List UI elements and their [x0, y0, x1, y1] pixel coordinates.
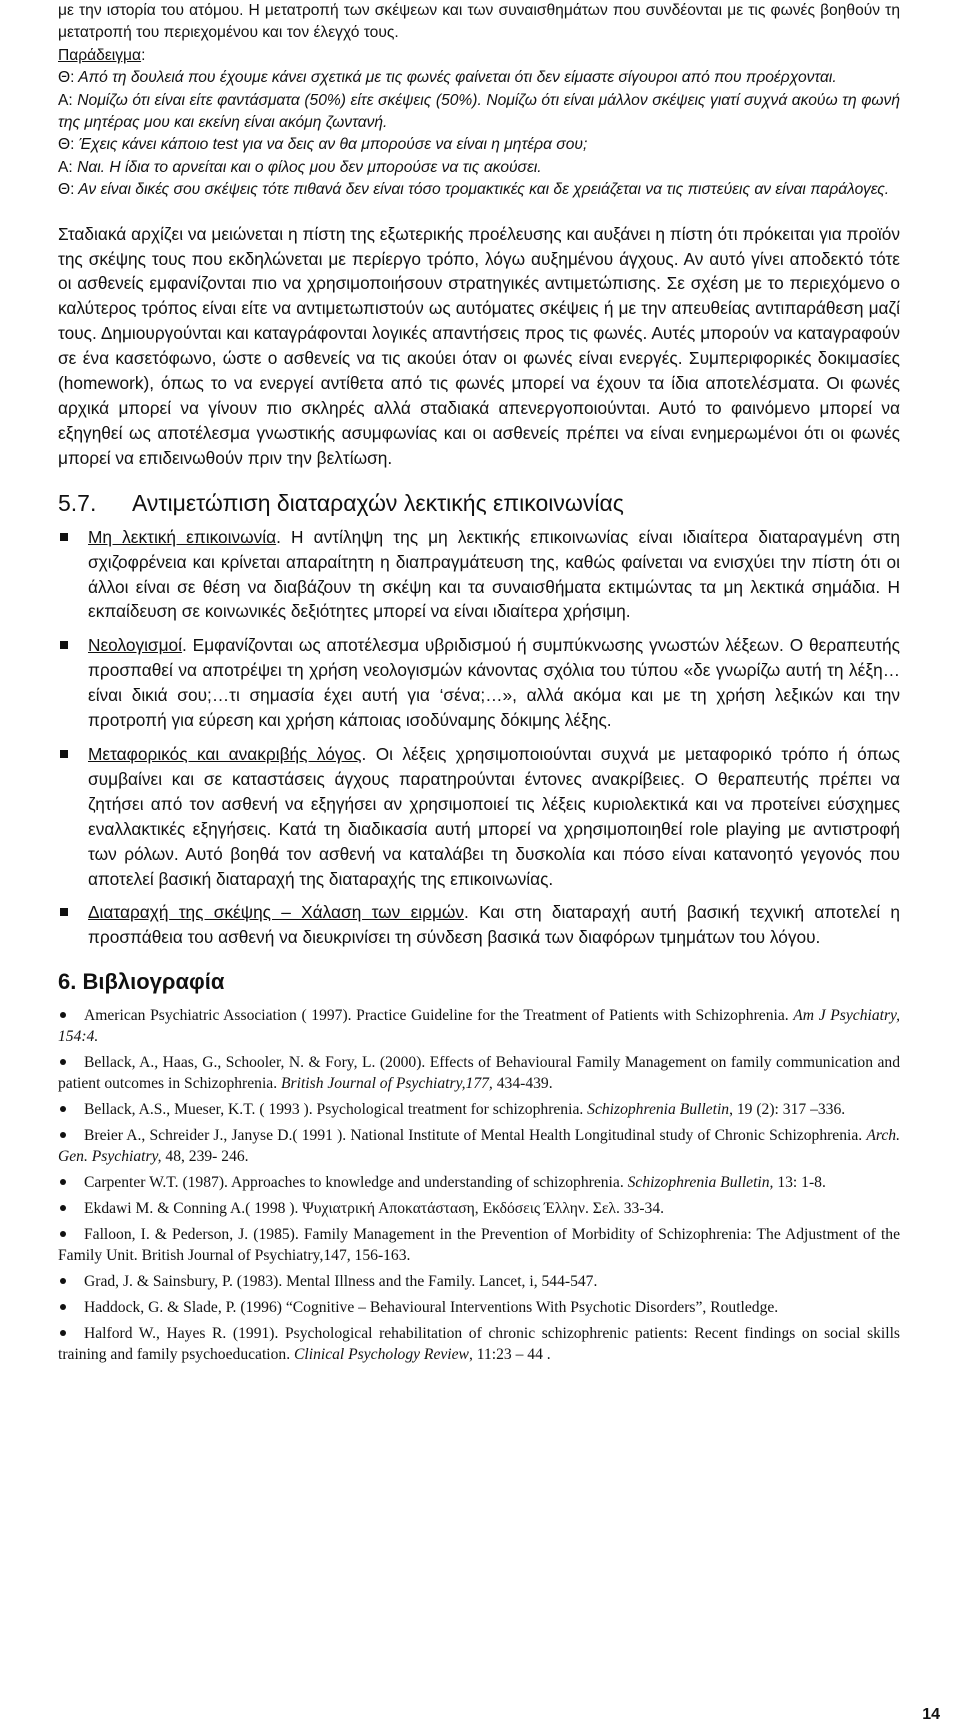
ref-journal: Schizophrenia Bulletin,	[627, 1174, 774, 1192]
bibliography-heading: 6. Βιβλιογραφία	[58, 969, 225, 995]
list-item-text: . Οι λέξεις χρησιμοποιούνται συχνά με μεταφορικό τρόπο ή όπως συμβαίνει και σε καταστάσεις άγχους παρατηρούνται έντονες ανακρίβειες. Ο θεραπευτής πρέπει να ζητήσει από τον ασθενή να εξηγήσει αν χρησιμοποιεί τις λέξεις κυριολεκτικά και να προτείνει εύσχημες εναλλακτικές εξηγήσεις. Κατά τη διαδικασία αυτή μπορεί να χρησιμοποιηθεί role playing με αντιστροφή των ρόλων. Αυτό βοηθά τον ασθενή να καταλάβει τη δυσκολία και πόσο είναι κατανοητό γεγονός που αποτελεί βασική διαταραχή της διαταραχής της επικοινωνίας.	[88, 743, 900, 889]
reference-text	[58, 1005, 900, 1047]
line-text: Από τη δουλειά που έχουμε κάνει σχετικά με τις φωνές φαίνεται ότι δεν είμαστε σίγουροι από που προέρχονται.	[74, 69, 837, 87]
square-bullet-icon	[60, 533, 68, 541]
speaker-therapist: Θ:	[58, 136, 75, 154]
therapist-line-2	[58, 134, 900, 156]
patient-line-2	[58, 157, 900, 179]
square-bullet-icon	[60, 750, 68, 758]
ref-tail: , 11:23 – 44 .	[468, 1346, 551, 1364]
speaker-patient: Α:	[58, 158, 73, 176]
ref-main: Carpenter W.T. (1987). Approaches to knowledge and understanding of schizophrenia.	[84, 1174, 628, 1192]
ref-journal: Schizophrenia Bulletin	[587, 1101, 730, 1119]
reference-text	[58, 1224, 900, 1266]
reference-text	[58, 1099, 900, 1120]
ref-main: Ekdawi M. & Conning A.( 1998 ). Ψυχιατρική Αποκατάσταση, Εκδόσεις Έλλην. Σελ. 33-34.	[84, 1200, 665, 1218]
page-number: 14	[922, 1706, 940, 1723]
line-text: Ναι. Η ίδια το αρνείται και ο φίλος μου δεν μπορούσε να τις ακούσει.	[72, 158, 542, 176]
therapist-line-3	[58, 179, 900, 201]
ref-main: Bellack, A.S., Mueser, K.T. ( 1993 ). Psychological treatment for schizophrenia.	[84, 1101, 588, 1119]
ref-main: Falloon, I. & Pederson, J. (1985). Family Management in the Prevention of Morbidity of Schizophrenia: The Adjustment of the Family Unit. British Journal of Psychiatry,147, 156-163.	[58, 1226, 900, 1265]
line-text: Έχεις κάνει κάποιο test για να δεις αν θα μπορούσε να είναι η μητέρα σου;	[74, 136, 588, 154]
list-item-term: Νεολογισμοί	[88, 635, 183, 656]
list-item-term: Διαταραχή της σκέψης – Χάλαση των ειρμών	[88, 902, 465, 923]
reference-list	[58, 1005, 900, 1365]
reference-item	[58, 1125, 900, 1167]
example-dialogue	[58, 0, 900, 202]
reference-text	[58, 1297, 900, 1318]
reference-item	[58, 1198, 900, 1219]
speaker-therapist: Θ:	[58, 69, 75, 87]
therapist-line-1	[58, 67, 900, 89]
list-item-term: Μεταφορικός και ανακριβής λόγος	[88, 743, 362, 764]
speaker-therapist: Θ:	[58, 181, 75, 199]
section-heading	[58, 490, 900, 517]
reference-item	[58, 1099, 900, 1120]
list-item-text: . Και στη διαταραχή αυτή βασική τεχνική αποτελεί η προσπάθεια του ασθενή να διευκρινίσει τη σύνδεση βασικά των διαφόρων τμημάτων του λόγου.	[88, 902, 900, 948]
section-title: Αντιμετώπιση διαταραχών λεκτικής επικοινωνίας	[132, 489, 624, 516]
list-item-text: . Εμφανίζονται ως αποτέλεσμα υβριδισμού ή συμπύκνωσης γνωστών λέξεων. Ο θεραπευτής προσπαθεί να αποτρέψει τη χρήση νεολογισμών κάνοντας σχόλια του τύπου «δε γνωρίζω αυτή τη λέξη…είναι δικιά σου;…τι σημασία έχει αυτή για ‘σένα;…», αλλά ακόμα και με τη χρήση λεξικών και την προτροπή για εύρεση και χρήση κάποιας ισοδύναμης δόκιμης λέξης.	[88, 635, 900, 731]
example-heading: Παράδειγμα:	[58, 46, 146, 64]
ref-journal: Clinical Psychology Review	[294, 1346, 469, 1364]
reference-text	[58, 1125, 900, 1167]
ref-main: American Psychiatric Association ( 1997). Practice Guideline for the Treatment of Patients with Schizophrenia.	[84, 1007, 794, 1025]
reference-item	[58, 1005, 900, 1047]
ref-main: Breier A., Schreider J., Janyse D.( 1991 ). National Institute of Mental Health Longitudinal study of Chronic Schizophrenia.	[84, 1127, 867, 1145]
reference-item	[58, 1297, 900, 1318]
technique-list	[58, 525, 900, 951]
ref-tail: 13: 1-8.	[773, 1174, 826, 1192]
reference-item	[58, 1271, 900, 1292]
patient-line-1	[58, 90, 900, 135]
line-text: Νομίζω ότι είναι είτε φαντάσματα (50%) είτε σκέψεις (50%). Νομίζω ότι είναι μάλλον σκέψεις γιατί συχνά ακούω τη φωνή της μητέρας μου και εκείνη είναι ακόμη ζωντανή.	[58, 91, 900, 132]
ref-journal: British Journal of Psychiatry,177,	[281, 1075, 493, 1093]
square-bullet-icon	[60, 641, 68, 649]
dialogue-intro: με την ιστορία του ατόμου. Η μετατροπή των σκέψεων και των συναισθημάτων που συνδέονται με τις φωνές βοηθούν τη μετατροπή του περιεχομένου και τον έλεγχό τους.	[58, 2, 900, 42]
list-item	[58, 525, 900, 625]
reference-item	[58, 1172, 900, 1193]
reference-text	[58, 1172, 900, 1193]
ref-tail: 434-439.	[492, 1075, 553, 1093]
reference-item	[58, 1052, 900, 1094]
reference-text	[58, 1198, 900, 1219]
ref-main: Halford W., Hayes R. (1991). Psychological rehabilitation of chronic schizophrenic patients: Recent findings on social skills training and family psychoeducation.	[58, 1325, 900, 1364]
list-item-term: Μη λεκτική επικοινωνία	[88, 526, 277, 547]
reference-item	[58, 1323, 900, 1365]
reference-text	[58, 1323, 900, 1365]
reference-text	[58, 1271, 900, 1292]
square-bullet-icon	[60, 908, 68, 916]
list-item	[58, 633, 900, 733]
list-item-text: . Η αντίληψη της μη λεκτικής επικοινωνίας είναι ιδιαίτερα διαταραγμένη στη σχιζοφρένεια και κρίνεται απαραίτητη η διαπραγμάτευση της, καθώς φαίνεται να ενισχύει την πίστη ότι οι άλλοι είναι σε θέση να διαβάζουν τη σκέψη και τα συναισθήματα εκτιμώντας τα μη λεκτικά σημάδια. Η εκπαίδευση σε κοινωνικές δεξιότητες μπορεί να είναι ιδιαίτερα χρήσιμη.	[88, 526, 900, 622]
ref-tail: , 19 (2): 317 –336.	[729, 1101, 846, 1119]
body-paragraph: Σταδιακά αρχίζει να μειώνεται η πίστη της εξωτερικής προέλευσης και αυξάνει η πίστη ότι πρόκειται για προϊόν της σκέψης τους που εκδηλώνεται με περίεργο τρόπο, λόγω αυξημένου άγχους. Αν αυτό γίνει αποδεκτό τότε οι ασθενείς εμφανίζονται πιο να χρησιμοποιήσουν στρατηγικές αντιμετώπισης. Σε σχέση με το περιεχόμενο ο καλύτερος τρόπος είναι είτε να αντιμετωπιστούν ως αυτόματες σκέψεις ή με την απευθείας αντιπαράθεση μαζί τους. Δημιουργούνται και καταγράφονται λογικές απαντήσεις προς τις φωνές. Αυτές μπορούν να καταγραφούν σε ένα κασετόφωνο, ώστε ο ασθενείς να τις ακούει όταν οι φωνές είναι ενεργές. Συμπεριφορικές δοκιμασίες (homework), όπως το να ενεργεί αντίθετα από τις φωνές μπορεί να έχουν τα ίδια αποτελέσματα. Οι φωνές αρχικά μπορεί να γίνουν πιο σκληρές αλλά σταδιακά απενεργοποιούνται. Αυτό το φαινόμενο μπορεί να εξηγηθεί ως αποτέλεσμα γνωστικής ασυμφωνίας και οι ασθενείς πρέπει να είναι ενημερωμένοι ότι οι φωνές μπορεί να επιδεινωθούν πριν την βελτίωση.	[58, 223, 900, 468]
ref-journal: Arch. Gen. Psychiatry,	[58, 1127, 900, 1166]
ref-main: Haddock, G. & Slade, P. (1996) “Cognitive – Behavioural Interventions With Psychotic Disorders”, Routledge.	[84, 1299, 779, 1317]
line-text: Αν είναι δικές σου σκέψεις τότε πιθανά δεν είναι τόσο τρομακτικές και δε χρειάζεται να τις πιστεύεις αν είναι παράλογες.	[74, 181, 890, 199]
ref-main: Bellack, A., Haas, G., Schooler, N. & Fory, L. (2000). Effects of Behavioural Family Management on family communication and patient outcomes in Schizophrenia.	[58, 1054, 900, 1093]
reference-item	[58, 1224, 900, 1266]
section-number: 5.7.	[58, 489, 97, 516]
ref-tail: 48, 239- 246.	[161, 1148, 249, 1166]
example-label: Παράδειγμα	[58, 46, 142, 64]
list-item	[58, 900, 900, 950]
speaker-patient: Α:	[58, 91, 73, 109]
ref-journal: Am J Psychiatry, 154:4.	[58, 1007, 900, 1046]
list-item	[58, 742, 900, 891]
ref-main: Grad, J. & Sainsbury, P. (1983). Mental Illness and the Family. Lancet, i, 544-547.	[84, 1273, 598, 1291]
reference-text	[58, 1052, 900, 1094]
